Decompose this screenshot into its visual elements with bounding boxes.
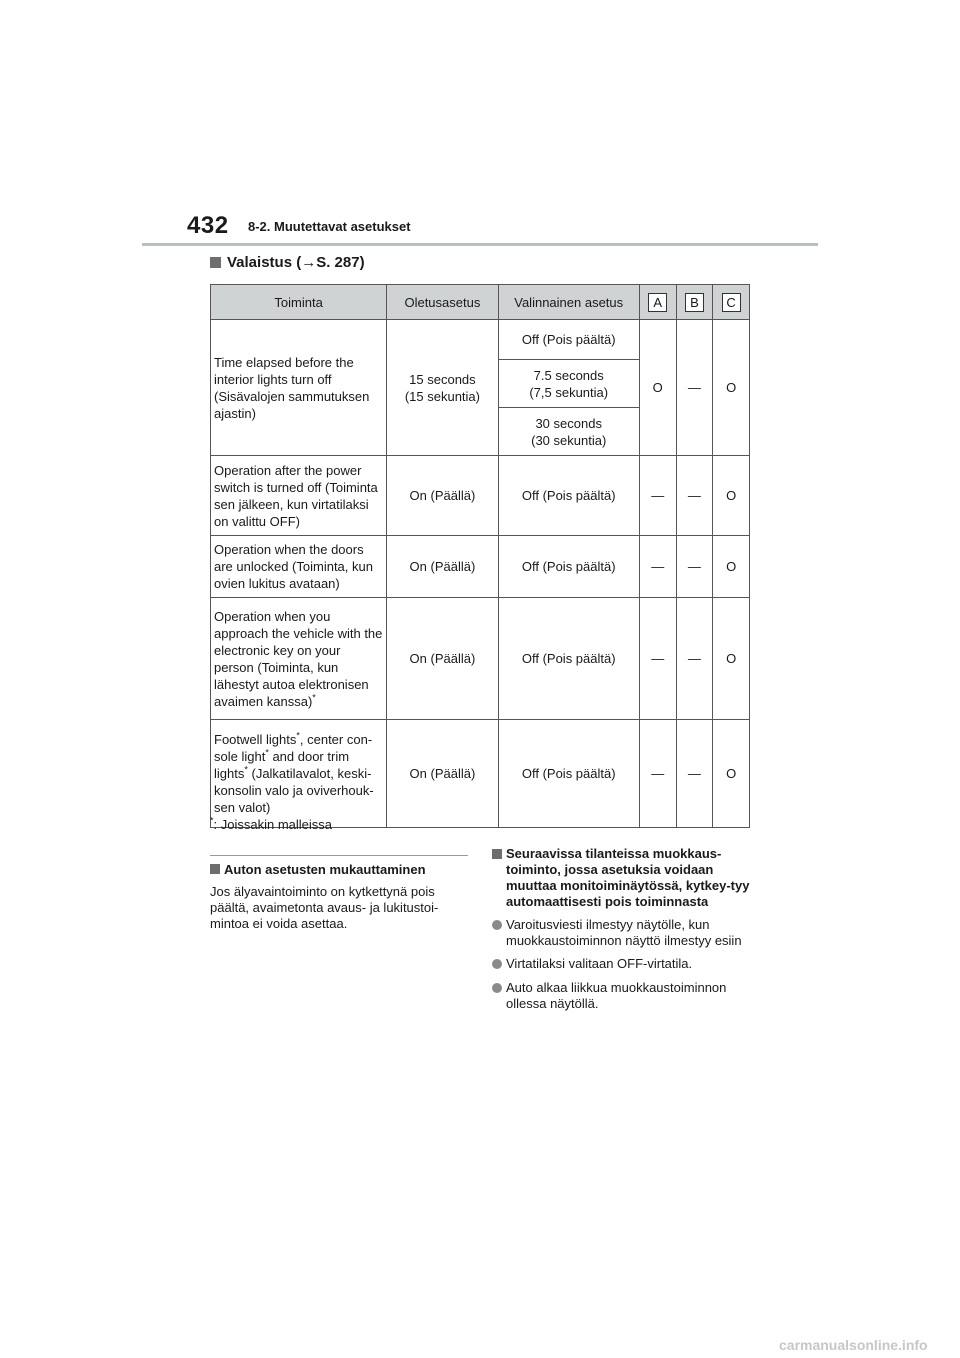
list-item-bullet-slot (492, 980, 506, 1012)
row4-default: On (Päällä) (387, 598, 498, 720)
row3-default: On (Päällä) (387, 536, 498, 598)
left-note (210, 855, 468, 932)
letter-c-box: C (722, 293, 741, 312)
footnote-text: : Joissakin malleissa (213, 817, 333, 832)
row4-function-text: Operation when you approach the vehicle with the electronic key on your person (Toiminta, kun lähestyt autoa elektronisen avaimen kanssa) (214, 608, 383, 709)
table-row (211, 536, 750, 598)
row1-option-1: Off (Pois päältä) (498, 320, 639, 360)
left-note-text: Jos älyavaintoiminto on kytkettynä pois päältä, avaimetonta avaus- ja lukitustoi-mintoa ei voida asettaa. (210, 884, 439, 931)
row3-option: Off (Pois päältä) (498, 536, 639, 598)
row5-a: — (639, 720, 676, 828)
row5-c: O (713, 720, 750, 828)
footnote (210, 817, 332, 832)
row5-function-part-3: and door trim lights (214, 749, 350, 781)
list-item (492, 956, 754, 973)
settings-table (210, 284, 750, 828)
row5-function-part-2: , center con-sole light (214, 732, 373, 764)
table-header-row (211, 285, 750, 320)
section-title (210, 254, 365, 271)
footnote-marker: * (296, 730, 300, 741)
row4-b: — (676, 598, 713, 720)
footnote-marker: * (312, 692, 316, 703)
row2-option: Off (Pois päältä) (498, 456, 639, 536)
table-row (211, 320, 750, 360)
table-row (211, 456, 750, 536)
list-item (492, 980, 754, 1012)
section-title-text: Valaistus (→S. 287) (227, 254, 365, 271)
header-c (713, 285, 750, 320)
square-bullet-icon (210, 864, 220, 874)
footnote-marker: * (244, 764, 248, 775)
row1-function: Time elapsed before the interior lights turn off (Sisävalojen sammutuksen ajastin) (211, 320, 387, 456)
list-item-bullet-slot (492, 917, 506, 949)
right-note-bullet-slot (492, 846, 506, 910)
row3-function: Operation when the doors are unlocked (Toiminta, kun ovien lukitus avataan) (211, 536, 387, 598)
row5-b: — (676, 720, 713, 828)
list-item-text: Varoitusviesti ilmestyy näytölle, kun muokkaustoiminnon näyttö ilmestyy esiin (506, 917, 742, 948)
row4-a: — (639, 598, 676, 720)
row3-c: O (713, 536, 750, 598)
row4-c: O (713, 598, 750, 720)
square-bullet-icon (492, 849, 502, 859)
row5-default: On (Päällä) (387, 720, 498, 828)
header-default: Oletusasetus (387, 285, 498, 320)
footnote-marker: * (265, 747, 269, 758)
table-row (211, 720, 750, 828)
left-note-heading (210, 862, 468, 878)
round-bullet-icon (492, 920, 502, 930)
row1-a: O (639, 320, 676, 456)
row4-option: Off (Pois päältä) (498, 598, 639, 720)
row2-a: — (639, 456, 676, 536)
right-note (492, 846, 754, 1012)
row2-function: Operation after the power switch is turned off (Toiminta sen jälkeen, kun virtatilaksi on valittu OFF) (211, 456, 387, 536)
round-bullet-icon (492, 959, 502, 969)
row5-function (211, 720, 387, 828)
row3-b: — (676, 536, 713, 598)
row1-c: O (713, 320, 750, 456)
row1-b: — (676, 320, 713, 456)
list-item (492, 917, 754, 949)
right-note-heading (492, 846, 754, 910)
row5-function-part-4: (Jalkatilavalot, keski-konsolin valo ja oviverhouk-sen valot) (214, 766, 374, 815)
header-b (676, 285, 713, 320)
left-note-divider (210, 855, 468, 856)
footnote-mark: * (210, 815, 214, 826)
row2-c: O (713, 456, 750, 536)
letter-b-box: B (685, 293, 704, 312)
row2-b: — (676, 456, 713, 536)
list-item-bullet-slot (492, 956, 506, 973)
row3-a: — (639, 536, 676, 598)
header-function: Toiminta (211, 285, 387, 320)
header-optional: Valinnainen asetus (498, 285, 639, 320)
right-note-heading-text: Seuraavissa tilanteissa muokkaus-toiminto, jossa asetuksia voidaan muuttaa monitoiminäytössä, kytkey-tyy automaattisesti pois toiminnasta (506, 846, 750, 909)
row1-default: 15 seconds (15 sekuntia) (387, 320, 498, 456)
table-row (211, 598, 750, 720)
watermark: carmanualsonline.info (779, 1337, 928, 1353)
round-bullet-icon (492, 983, 502, 993)
row5-option: Off (Pois päältä) (498, 720, 639, 828)
row4-function (211, 598, 387, 720)
page-number: 432 (187, 212, 229, 239)
list-item-text: Virtatilaksi valitaan OFF-virtatila. (506, 956, 693, 971)
row5-function-part-1: Footwell lights (214, 732, 297, 747)
header-a (639, 285, 676, 320)
list-item-text: Auto alkaa liikkua muokkaustoiminnon ollessa näytöllä. (506, 980, 727, 1011)
section-header: 8-2. Muutettavat asetukset (248, 219, 411, 234)
row2-default: On (Päällä) (387, 456, 498, 536)
row1-option-3: 30 seconds (30 sekuntia) (498, 408, 639, 456)
header-divider (142, 243, 818, 246)
square-bullet-icon (210, 257, 221, 268)
letter-a-box: A (648, 293, 667, 312)
left-note-heading-text: Auton asetusten mukauttaminen (224, 862, 426, 877)
row1-option-2: 7.5 seconds (7,5 sekuntia) (498, 360, 639, 408)
